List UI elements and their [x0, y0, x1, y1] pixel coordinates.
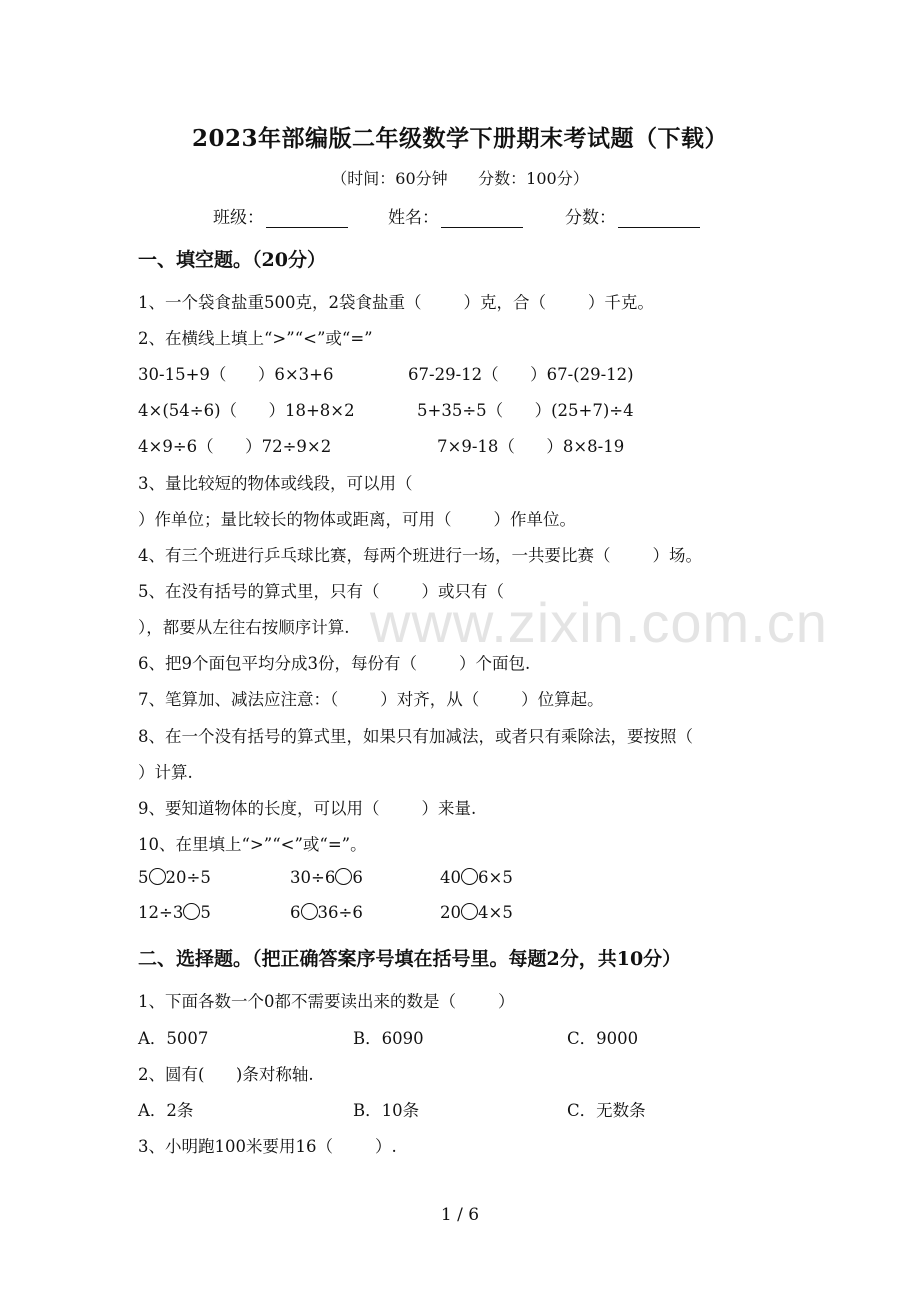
section-2-heading: 二、选择题。（把正确答案序号填在括号里。每题2分，共10分） [138, 948, 682, 970]
question-1-4: 4、有三个班进行乒乓球比赛，每两个班进行一场，一共要比赛（ ）场。 [138, 546, 702, 565]
question-1-7: 7、笔算加、减法应注意：（ ）对齐，从（ ）位算起。 [138, 690, 604, 709]
compare-expr: 67-29-12（ ）67-(29-12) [408, 365, 634, 384]
compare-item: 30÷6 6 [290, 868, 363, 887]
exam-time-score: （时间：60分钟 分数：100分） [331, 169, 589, 188]
question-2-3: 3、小明跑100米要用16（ ）. [138, 1137, 397, 1156]
compare-expr: 5+35÷5（ ）(25+7)÷4 [417, 401, 634, 420]
compare-item: 20 4×5 [440, 903, 513, 922]
compare-item: 40 6×5 [440, 868, 513, 887]
option-c[interactable]: C．无数条 [567, 1101, 646, 1120]
compare-item: 12÷3 5 [138, 903, 211, 922]
page-title: 2023年部编版二年级数学下册期末考试题（下载） [191, 125, 728, 152]
score-field [565, 203, 700, 228]
compare-circle[interactable] [461, 903, 478, 920]
question-1-2: 2、在横线上填上“>”“<”或“=” [138, 329, 373, 348]
compare-item: 6 36÷6 [290, 903, 363, 922]
question-1-3-cont: ）作单位；量比较长的物体或距离，可用（ ）作单位。 [138, 510, 576, 529]
section-1-heading: 一、填空题。（20分） [138, 249, 326, 271]
class-field [213, 203, 348, 228]
class-blank [266, 209, 348, 228]
question-1-5: 5、在没有括号的算式里，只有（ ）或只有（ [138, 582, 504, 601]
option-b[interactable]: B．6090 [353, 1029, 424, 1048]
compare-circle[interactable] [183, 903, 200, 920]
watermark: www.zixin.com.cn [370, 591, 828, 654]
score-blank [618, 209, 700, 228]
page-number: 1 / 6 [440, 1205, 480, 1225]
question-2-2: 2、圆有( )条对称轴. [138, 1065, 314, 1084]
question-1-9: 9、要知道物体的长度，可以用（ ）来量. [138, 799, 477, 818]
compare-circle[interactable] [335, 868, 352, 885]
compare-circle[interactable] [461, 868, 478, 885]
option-b[interactable]: B．10条 [353, 1101, 420, 1120]
option-c[interactable]: C．9000 [567, 1029, 639, 1048]
compare-expr: 4×9÷6（ ）72÷9×2 [138, 437, 332, 456]
option-a[interactable]: A．5007 [138, 1029, 209, 1048]
option-a[interactable]: A．2条 [138, 1101, 194, 1120]
name-label: 姓名： [388, 208, 439, 228]
compare-circle[interactable] [149, 868, 166, 885]
name-blank [441, 209, 523, 228]
question-1-6: 6、把9个面包平均分成3份，每份有（ ）个面包. [138, 654, 531, 673]
question-1-1: 1、一个袋食盐重500克，2袋食盐重（ ）克，合（ ）千克。 [138, 293, 654, 312]
compare-expr: 7×9-18（ ）8×8-19 [437, 437, 625, 456]
question-2-1: 1、下面各数一个0都不需要读出来的数是（ ） [138, 992, 515, 1011]
compare-expr: 30-15+9（ ）6×3+6 [138, 365, 334, 384]
question-1-8: 8、在一个没有括号的算式里，如果只有加减法，或者只有乘除法，要按照（ [138, 727, 693, 746]
class-label: 班级： [213, 208, 264, 228]
question-1-3: 3、量比较短的物体或线段，可以用（ [138, 474, 413, 493]
score-label: 分数： [565, 208, 616, 228]
name-field [388, 203, 523, 228]
question-1-5-cont: ），都要从左往右按顺序计算. [138, 618, 350, 637]
compare-circle[interactable] [301, 903, 318, 920]
compare-item: 5 20÷5 [138, 868, 211, 887]
question-1-10: 10、在里填上“>”“<”或“=”。 [138, 835, 367, 854]
question-1-8-cont: ）计算. [138, 763, 193, 782]
compare-expr: 4×(54÷6)（ ）18+8×2 [138, 401, 355, 420]
